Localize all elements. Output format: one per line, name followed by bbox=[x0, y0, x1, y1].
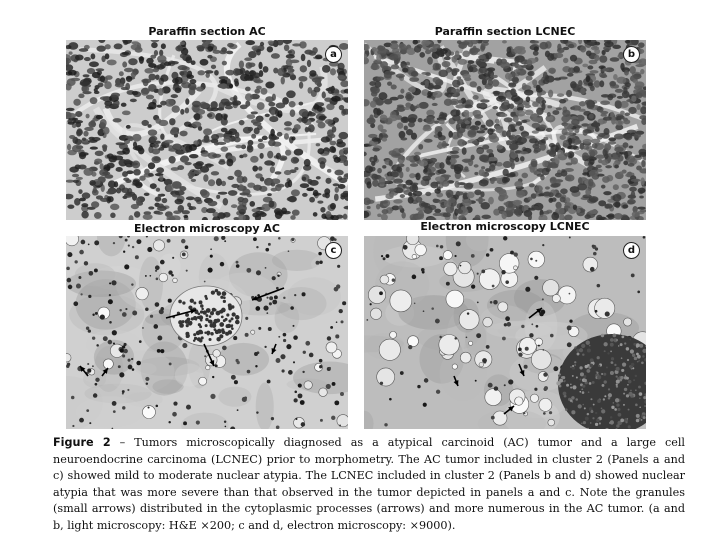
panel-c-letter: c bbox=[325, 242, 342, 259]
figure-label: Figure 2 bbox=[53, 436, 111, 449]
panel-b-title: Paraffin section LCNEC bbox=[434, 25, 576, 38]
panel-d-letter: d bbox=[623, 242, 640, 259]
panel-c-title: Electron microscopy AC bbox=[134, 222, 280, 235]
panel-c-image bbox=[66, 236, 348, 429]
figure-caption-text: – Tumors microscopically diagnosed as a atypical carcinoid (AC) tumor and a large cell neuroendocrine carcinoma (LCNEC) prior to morphometry. The AC tumor included in cluster 2 (Panels a and c) showed mild to moderate nuclear atypia. The LCNEC included in cluster 2 (Panels b and d) showed nuclear atypia that was more severe than that observed in the tumor depicted in panels a and c. Note the granules (small arrows) distributed in the cytoplasmic processes (arrows) and more numerous in the AC tumor. (a and b, light microscopy: H&E ×200; c and d, electron microscopy: ×9000). bbox=[53, 436, 685, 532]
panel-b-micrograph bbox=[364, 40, 646, 220]
panel-a-letter: a bbox=[325, 46, 342, 63]
panel-d-image bbox=[364, 236, 646, 429]
panel-a-image bbox=[66, 40, 348, 220]
panel-b-image bbox=[364, 40, 646, 220]
panel-c-micrograph bbox=[66, 236, 348, 429]
panel-b-letter: b bbox=[623, 46, 640, 63]
panel-a-micrograph bbox=[66, 40, 348, 220]
panel-d-micrograph bbox=[364, 236, 646, 429]
panel-a-title: Paraffin section AC bbox=[148, 25, 266, 38]
figure-caption bbox=[53, 435, 685, 535]
panel-d-title: Electron microscopy LCNEC bbox=[420, 220, 590, 233]
